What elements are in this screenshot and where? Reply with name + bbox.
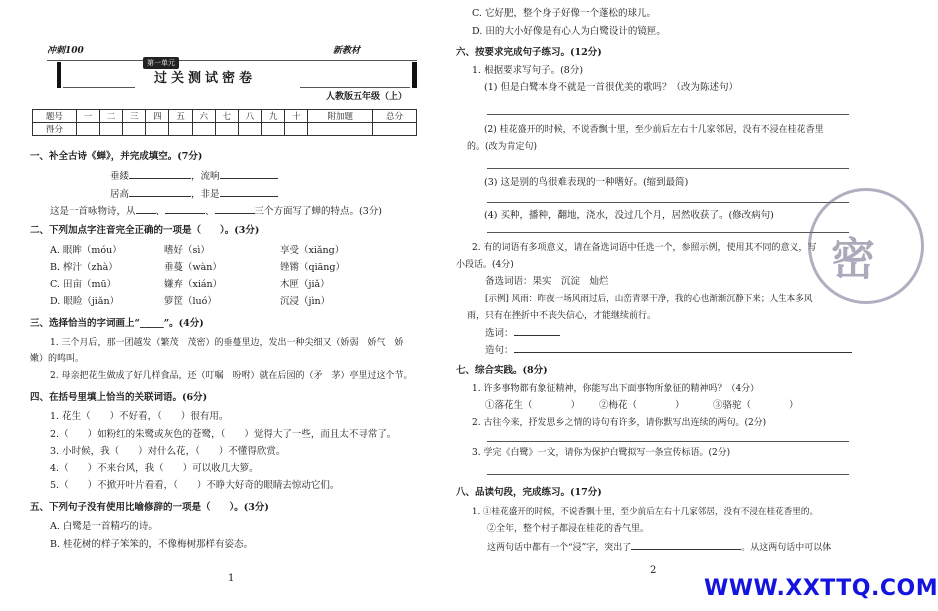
- q6-s1-2b: 的。(改为肯定句): [467, 142, 538, 152]
- q3-p1a: 1. 三个月后，那一团越发（繁茂 茂密）的垂蔓里边，发出一种尖细又（娇弱 娇气 娇: [50, 338, 404, 348]
- q3-heading: 三、选择恰当的字词画上“_____”。(4分): [30, 318, 204, 329]
- q2-opt-b2: 垂蔓（wàn）: [164, 262, 222, 273]
- q6-s2-options: 备选词语：果实 沉淀 灿烂: [485, 276, 609, 287]
- q6-s1-2a: (2) 桂花盛开的时候，不说香飘十里，至少前后左右十几家邻居，没有不浸在桂花香里: [484, 125, 824, 135]
- edition-tag: 新教材: [333, 46, 361, 56]
- q7-heading: 七、综合实践。(8分): [456, 365, 548, 376]
- q7-item-2: ②梅花（ ）: [599, 400, 685, 411]
- q6-heading: 六、按要求完成句子练习。(12分): [456, 47, 602, 58]
- q2-opt-b3: 锉锵（qiāng）: [280, 262, 345, 273]
- right-page: [449, 0, 899, 611]
- q3-p2: 2. 母亲把花生做成了好几样食品，还（叮嘱 吩咐）就在后园的（矛 茅）亭里过这个节。: [50, 371, 413, 381]
- q2-opt-d3: 沉浸（jìn）: [280, 296, 331, 307]
- q4-item-1: 1. 花生（ ）不好看，（ ）很有用。: [50, 411, 229, 422]
- q5-opt-d: D. 田的大小好像是有心人为白鹭设计的镜匣。: [472, 26, 666, 37]
- grade-label: 人教版五年级（上）: [326, 92, 408, 102]
- brand-label: 冲刺100: [47, 46, 84, 56]
- q8-p3: 这两句话中都有一个“浸”字，突出了 。从这两句话中可以体: [487, 540, 831, 554]
- q2-opt-d2: 箩筐（luó）: [164, 296, 217, 307]
- q6-s1-4: (4) 买种，播种，翻地，浇水，没过几个月，居然收获了。(修改病句): [484, 210, 774, 221]
- score-header-cell: 一: [76, 110, 99, 123]
- score-header-cell: 题号: [33, 110, 77, 123]
- title-bar-left: [57, 62, 61, 88]
- site-watermark: WWW.XXTTQ.COM: [704, 576, 938, 601]
- q6-s1-3: (3) 这是别的鸟很难表现的一种嗜好。(缩到最简): [484, 177, 689, 188]
- page-title: 过关测试密卷: [154, 71, 257, 86]
- q6-s2-example-b: 雨，只有在挫折中不丧失信心，才能继续前行。: [467, 311, 657, 321]
- q1-line2: 居高 ，非是: [110, 187, 278, 201]
- score-table: [32, 109, 417, 136]
- q8-p2: ②全年，整个村子都浸在桂花的香气里。: [487, 524, 650, 534]
- q6-s2-example-a: [示例] 风雨：昨夜一场风雨过后，山峦青翠干净，我的心也渐渐沉静下来；人生本多风: [485, 294, 813, 304]
- q5-opt-c: C. 它好肥，整个身子好像一个蓬松的球儿。: [472, 8, 656, 19]
- left-page: [0, 0, 449, 611]
- q5-opt-a: A. 白鹭是一首精巧的诗。: [50, 521, 158, 532]
- q6-s2-sentence: 造句：: [485, 343, 852, 357]
- score-header-cell: 六: [192, 110, 215, 123]
- q6-s2-word: 选词：: [485, 326, 560, 340]
- score-header-cell: 三: [123, 110, 146, 123]
- score-header-cell: 附加题: [308, 110, 373, 123]
- score-header-cell: 总分: [372, 110, 416, 123]
- q7-item-1: ①落花生（ ）: [485, 400, 581, 411]
- q8-p1: 1. ①桂花盛开的时候，不说香飘十里，至少前后左右十几家邻居，没有不浸在桂花香里的。: [472, 507, 819, 517]
- q6-s1: 1. 根据要求写句子。(8分): [472, 65, 584, 76]
- score-table-score-row: [33, 123, 417, 136]
- q2-opt-c1: C. 田亩（mū）: [50, 279, 117, 290]
- score-label-cell: 得分: [33, 123, 77, 136]
- score-header-cell: 九: [262, 110, 285, 123]
- q4-item-4: 4.（ ）不来台风，我（ ）可以收几大箩。: [50, 463, 259, 474]
- q7-s2: 2. 古往今来，抒发思乡之情的诗句有许多，请你默写出连续的两句。(2分): [472, 418, 767, 428]
- q5-heading: 五、下列句子没有使用比喻修辞的一项是（ ）。(3分): [30, 502, 269, 513]
- q2-opt-a3: 享受（xiǎng）: [280, 245, 345, 256]
- q2-opt-b1: B. 榨汁（zhà）: [50, 262, 118, 273]
- q2-opt-d1: D. 眼睑（jiǎn）: [50, 296, 120, 307]
- q4-item-5: 5.（ ）不掀开叶片看看，（ ）不睁大好奇的眼睛去惊动它们。: [50, 480, 340, 491]
- q5-opt-b: B. 桂花树的样子笨笨的，不像梅树那样有姿态。: [50, 539, 254, 550]
- q7-item-3: ③骆驼（ ）: [713, 400, 799, 411]
- q7-s3: 3. 学完《白鹭》一文，请你为保护白鹭拟写一条宣传标语。(2分): [472, 448, 731, 458]
- q6-s1-1: (1) 但是白鹭本身不就是一首很优美的歌吗？（改为陈述句）: [484, 82, 738, 93]
- q6-s2b: 小段话。(4分): [456, 260, 514, 270]
- q2-opt-c3: 木匣（jiǎ）: [280, 279, 330, 290]
- q1-heading: 一、补全古诗《蝉》，并完成填空。(7分): [30, 151, 203, 162]
- page-number-right: 2: [650, 565, 657, 576]
- score-header-cell: 八: [238, 110, 261, 123]
- score-header-cell: 七: [215, 110, 238, 123]
- score-header-cell: 十: [285, 110, 308, 123]
- q4-item-2: 2.（ ）如粉红的朱鹭或灰色的苍鹭，（ ）觉得大了一些，而且太不寻常了。: [50, 429, 397, 440]
- q1-fill: 这是一首咏物诗，从 、 、 三个方面写了蝉的特点。(3分): [50, 206, 383, 217]
- q4-heading: 四、在括号里填上恰当的关联词语。(6分): [30, 392, 208, 403]
- q6-s2a: 2. 有的词语有多项意义，请在备选词语中任选一个，参照示例，使用其不同的意义，写: [472, 243, 817, 253]
- q4-item-3: 3. 小时候，我（ ）对什么花，（ ）不懂得欣赏。: [50, 446, 286, 457]
- q2-opt-a2: 嗜好（sì）: [164, 245, 210, 256]
- title-bar-right: [412, 62, 417, 88]
- q8-heading: 八、品读句段，完成练习。(17分): [456, 487, 602, 498]
- score-table-header-row: [33, 110, 417, 123]
- score-header-cell: 五: [169, 110, 192, 123]
- page-number-left: 1: [228, 573, 235, 584]
- q2-heading: 二、下列加点字注音完全正确的一项是（ ）。(3分): [30, 225, 260, 236]
- q7-s1: 1. 许多事物都有象征精神，你能写出下面事物所象征的精神吗？（4分）: [472, 384, 760, 394]
- q3-p1b: 嫩）的鸣叫。: [30, 354, 85, 364]
- confidential-stamp: 密: [808, 188, 924, 304]
- q2-opt-a1: A. 眼眸（móu）: [50, 245, 122, 256]
- score-header-cell: 四: [146, 110, 169, 123]
- score-header-cell: 二: [100, 110, 123, 123]
- unit-badge: 第一单元: [143, 57, 179, 69]
- q1-line1: 垂緌 ，流响: [110, 169, 278, 183]
- q2-opt-c2: 嫌弃（xián）: [164, 279, 223, 290]
